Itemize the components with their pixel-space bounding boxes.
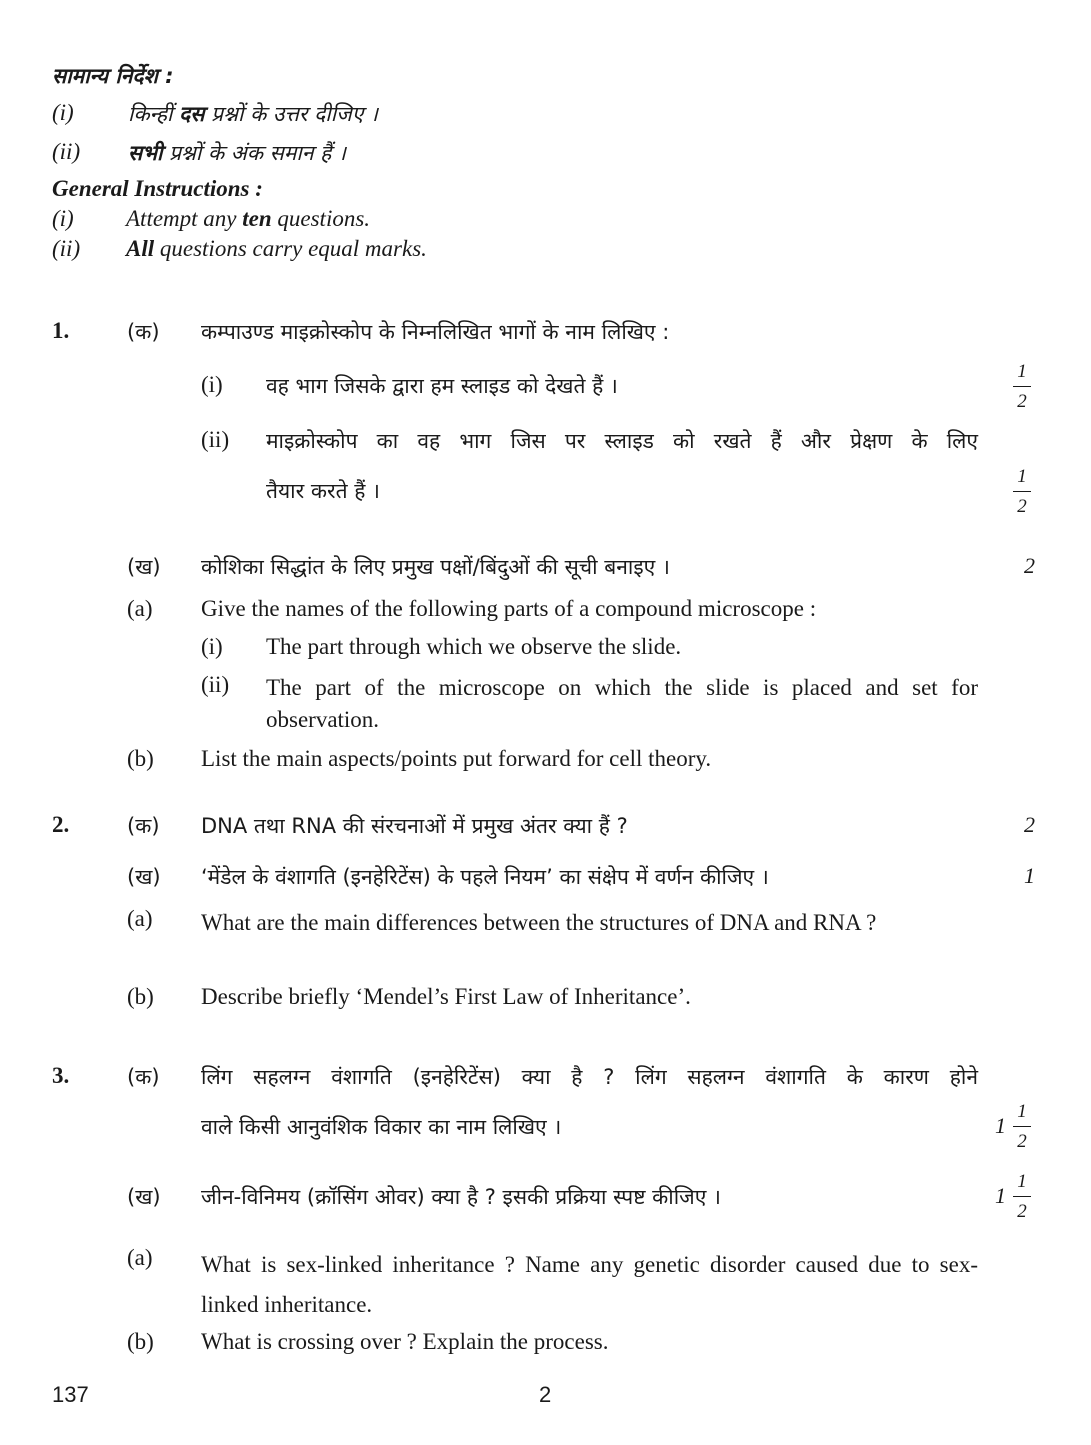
hindi-instruction-1-number: (i) (52, 100, 74, 125)
q2-kha-mark: 1 (1024, 863, 1035, 888)
hindi-instruction-1: किन्हीं दस प्रश्नों के उत्तर दीजिए । (128, 102, 379, 126)
q1-ka-i-text: वह भाग जिसके द्वारा हम स्लाइड को देखते हैं । (266, 374, 618, 398)
q3-kha-mark-whole: 1 (995, 1183, 1006, 1208)
q3-ka-mark-fraction: 1 2 (1007, 1102, 1037, 1151)
english-instructions-title: General Instructions : (52, 176, 263, 201)
q1-ka-ii-mark: 1 2 (1007, 467, 1037, 516)
q1-a-i-text: The part through which we observe the slide. (266, 634, 682, 659)
q2-b-label: (b) (127, 984, 154, 1009)
question-3-number: 3. (52, 1063, 70, 1088)
q3-kha-label: (ख) (127, 1185, 161, 1209)
q1-a-i-label: (i) (201, 634, 223, 659)
q1-ka-label: (क) (127, 320, 160, 344)
english-instruction-1: Attempt any ten questions. (126, 206, 371, 231)
q1-ka-ii-line2: तैयार करते हैं । (266, 479, 381, 503)
q2-a-text: What are the main differences between the structures of DNA and RNA ? (201, 910, 877, 935)
q2-ka-text: DNA तथा RNA की संरचनाओं में प्रमुख अंतर क्या हैं ? (201, 814, 628, 838)
q1-kha-mark: 2 (1024, 553, 1035, 578)
page-number: 2 (539, 1382, 552, 1407)
q2-a-label: (a) (127, 906, 153, 931)
q3-b-text: What is crossing over ? Explain the process. (201, 1329, 609, 1354)
question-2-number: 2. (52, 812, 70, 837)
q1-ka-i-mark: 1 2 (1007, 362, 1037, 411)
q2-b-text: Describe briefly ‘Mendel’s First Law of Inheritance’. (201, 984, 691, 1009)
hindi-instruction-2: सभी प्रश्नों के अंक समान हैं । (128, 141, 346, 165)
q3-kha-mark-fraction: 1 2 (1007, 1172, 1037, 1221)
hindi-instructions-title: सामान्य निर्देश : (52, 64, 174, 88)
q2-kha-label: (ख) (127, 865, 161, 889)
q2-ka-mark: 2 (1024, 812, 1035, 837)
english-instruction-2: All questions carry equal marks. (126, 236, 427, 261)
q1-ka-text: कम्पाउण्ड माइक्रोस्कोप के निम्नलिखित भागों के नाम लिखिए : (201, 320, 670, 344)
q1-a-label: (a) (127, 596, 153, 621)
q3-kha-text: जीन-विनिमय (क्रॉसिंग ओवर) क्या है ? इसकी प्रक्रिया स्पष्ट कीजिए । (201, 1185, 721, 1209)
q2-ka-label: (क) (127, 814, 160, 838)
q1-a-text: Give the names of the following parts of a compound microscope : (201, 596, 817, 621)
q1-a-ii-label: (ii) (201, 672, 230, 697)
q1-a-ii-text: The part of the microscope on which the slide is placed and set for observation. (266, 675, 978, 732)
q3-ka-line2: वाले किसी आनुवंशिक विकार का नाम लिखिए । (201, 1115, 562, 1139)
q3-a-label: (a) (127, 1245, 153, 1270)
q1-kha-label: (ख) (127, 555, 161, 579)
english-instruction-2-number: (ii) (52, 236, 81, 261)
paper-code: 137 (52, 1382, 89, 1407)
english-instruction-1-number: (i) (52, 206, 74, 231)
hindi-instruction-2-number: (ii) (52, 139, 81, 164)
q3-ka-mark-whole: 1 (995, 1113, 1006, 1138)
q3-ka-label: (क) (127, 1065, 160, 1089)
q1-b-label: (b) (127, 746, 154, 771)
q1-kha-text: कोशिका सिद्धांत के लिए प्रमुख पक्षों/बिंदुओं की सूची बनाइए । (201, 555, 670, 579)
question-1-number: 1. (52, 318, 70, 343)
q3-b-label: (b) (127, 1329, 154, 1354)
q3-a-text: What is sex-linked inheritance ? Name any genetic disorder caused due to sex-linked inheritance. (201, 1252, 978, 1317)
q1-b-text: List the main aspects/points put forward for cell theory. (201, 746, 712, 771)
q3-ka-line1: लिंग सहलग्न वंशागति (इनहेरिटेंस) क्या है ? लिंग सहलग्न वंशागति के कारण होने (201, 1065, 978, 1089)
q1-ka-ii-line1: माइक्रोस्कोप का वह भाग जिस पर स्लाइड को रखते हैं और प्रेक्षण के लिए (266, 429, 978, 453)
q2-kha-text: ‘मेंडेल के वंशागति (इनहेरिटेंस) के पहले नियम’ का संक्षेप में वर्णन कीजिए । (201, 865, 769, 889)
q1-ka-i-label: (i) (201, 372, 223, 397)
q1-ka-ii-label: (ii) (201, 427, 230, 452)
